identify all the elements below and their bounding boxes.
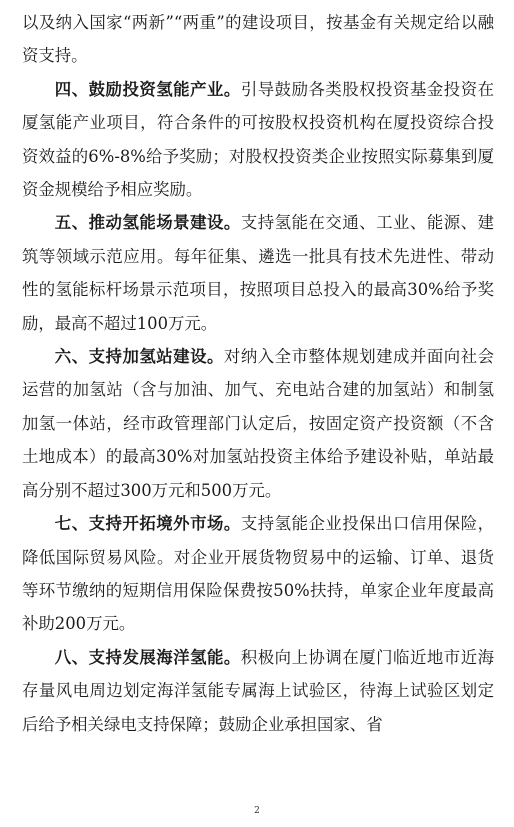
paragraph-hydrogen-stations: [22, 340, 494, 507]
paragraph-continuation: [22, 6, 494, 73]
paragraph-text: 积极向上协调在厦门临近地市近海存量风电周边划定海洋氢能专属海上试验区，待海上试验区划定后给予相关绿电支持保障；鼓励企业承担国家、省: [22, 647, 495, 734]
paragraph-text: 以及纳入国家“两新”“两重”的建设项目，按基金有关规定给以融资支持。: [22, 13, 494, 66]
section-heading: 五、推动氢能场景建设。: [54, 213, 241, 233]
paragraph-text: 对纳入全市整体规划建成并面向社会运营的加氢站（含与加油、加气、充电站合建的加氢站）和制氢加氢一体站，经市政管理部门认定后，按固定资产投资额（不含土地成本）的最高30%对加氢站投资主体给予建设补贴，单站最高分别不超过300万元和500万元。: [22, 347, 494, 500]
paragraph-hydrogen-scenarios: [22, 206, 494, 340]
page-number: 2: [254, 806, 260, 816]
paragraph-text: 支持氢能企业投保出口信用保险，降低国际贸易风险。对企业开展货物贸易中的运输、订单、退货等环节缴纳的短期信用保险保费按50%扶持，单家企业年度最高补助200万元。: [22, 514, 495, 634]
paragraph-overseas-market: [22, 507, 494, 641]
paragraph-hydrogen-investment: [22, 73, 494, 207]
paragraph-marine-hydrogen: [22, 641, 494, 741]
section-heading: 七、支持开拓境外市场。: [54, 514, 241, 534]
section-heading: 六、支持加氢站建设。: [54, 347, 224, 367]
section-heading: 四、鼓励投资氢能产业。: [54, 79, 241, 99]
paragraph-text: 支持氢能在交通、工业、能源、建筑等领域示范应用。每年征集、遴选一批具有技术先进性、带动性的氢能标杆场景示范项目，按照项目总投入的最高30%给予奖励，最高不超过100万元。: [22, 213, 495, 333]
section-heading: 八、支持发展海洋氢能。: [54, 647, 241, 667]
document-page: [22, 6, 494, 741]
paragraph-text: 引导鼓励各类股权投资基金投资在厦氢能产业项目，符合条件的可按股权投资机构在厦投资综合投资效益的6%-8%给予奖励；对股权投资类企业按照实际募集到厦资金规模给予相应奖励。: [22, 79, 495, 200]
